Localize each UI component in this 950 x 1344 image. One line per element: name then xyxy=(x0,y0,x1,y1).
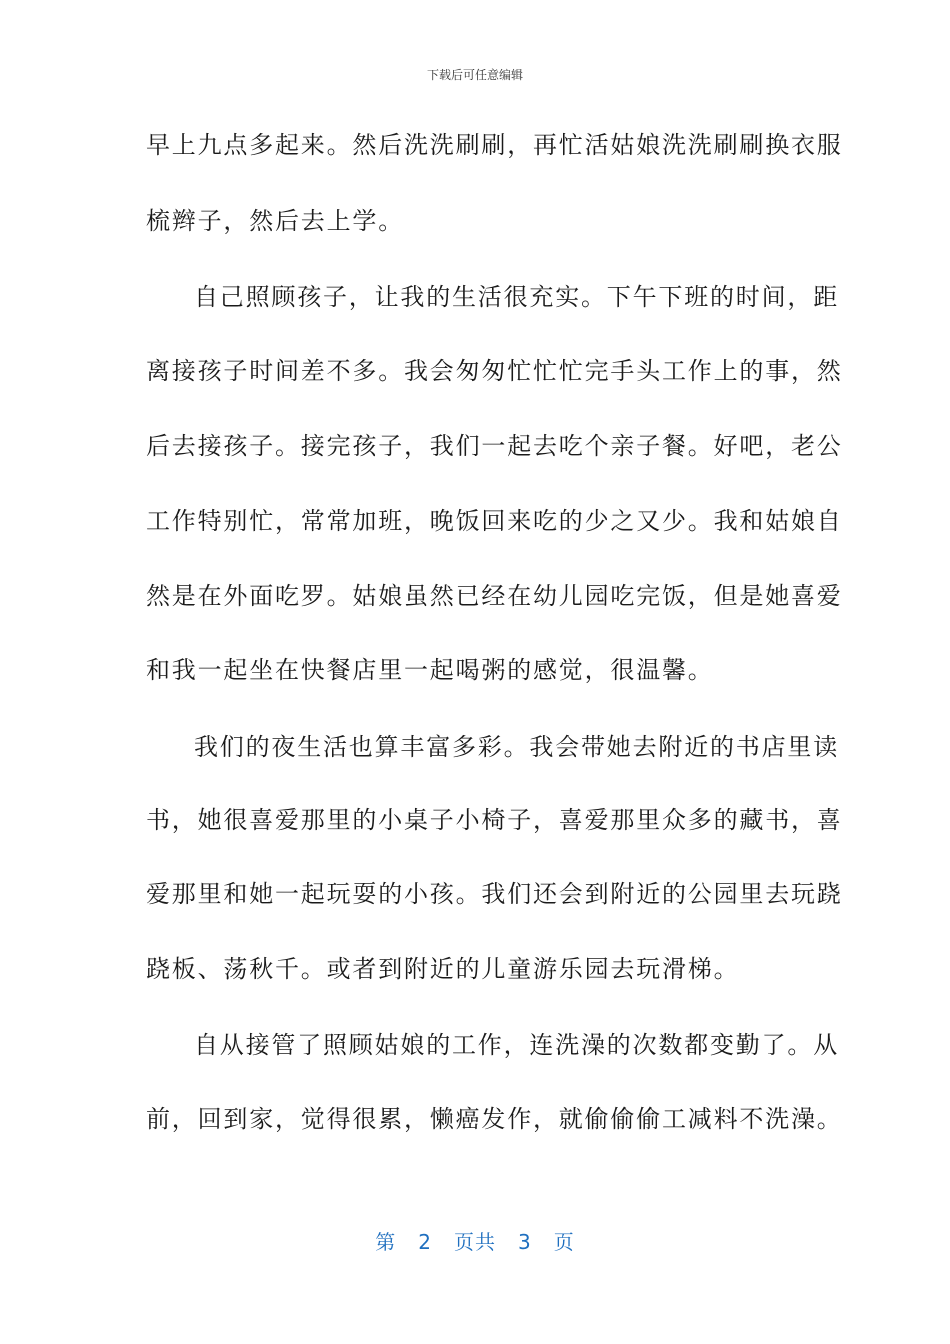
text-line: 早上九点多起来。然后洗洗刷刷，再忙活姑娘洗洗刷刷换衣服 xyxy=(146,131,843,159)
text-line: 书，她很喜爱那里的小桌子小椅子，喜爱那里众多的藏书，喜 xyxy=(146,806,843,834)
text-line: 爱那里和她一起玩耍的小孩。我们还会到附近的公园里去玩跷 xyxy=(146,880,843,908)
text-line: 然是在外面吃罗。姑娘虽然已经在幼儿园吃完饭，但是她喜爱 xyxy=(146,582,843,610)
text-line: 工作特别忙，常常加班，晚饭回来吃的少之又少。我和姑娘自 xyxy=(146,507,843,535)
current-page-number: 2 xyxy=(418,1230,432,1254)
text-line: 和我一起坐在快餐店里一起喝粥的感觉，很温馨。 xyxy=(146,656,714,684)
text-line: 梳辫子，然后去上学。 xyxy=(146,207,404,235)
text-line: 跷板、荡秋千。或者到附近的儿童游乐园去玩滑梯。 xyxy=(146,955,740,983)
text-line: 前，回到家，觉得很累，懒癌发作，就偷偷偷工减料不洗澡。 xyxy=(146,1105,843,1133)
page-suffix: 页 xyxy=(553,1230,575,1254)
text-line: 离接孩子时间差不多。我会匆匆忙忙忙完手头工作上的事，然 xyxy=(146,357,843,385)
page-total-label: 页共 xyxy=(454,1230,496,1254)
paragraph-start-line: 我们的夜生活也算丰富多彩。我会带她去附近的书店里读 xyxy=(194,733,839,761)
total-page-number: 3 xyxy=(518,1230,532,1254)
page-header-note: 下载后可任意编辑 xyxy=(426,68,523,82)
text-line: 后去接孩子。接完孩子，我们一起去吃个亲子餐。好吧，老公 xyxy=(146,432,843,460)
page-prefix: 第 xyxy=(375,1230,397,1254)
page-number-footer xyxy=(0,1226,950,1255)
paragraph-start-line: 自从接管了照顾姑娘的工作，连洗澡的次数都变勤了。从 xyxy=(194,1031,839,1059)
paragraph-start-line: 自己照顾孩子，让我的生活很充实。下午下班的时间，距 xyxy=(194,283,839,311)
